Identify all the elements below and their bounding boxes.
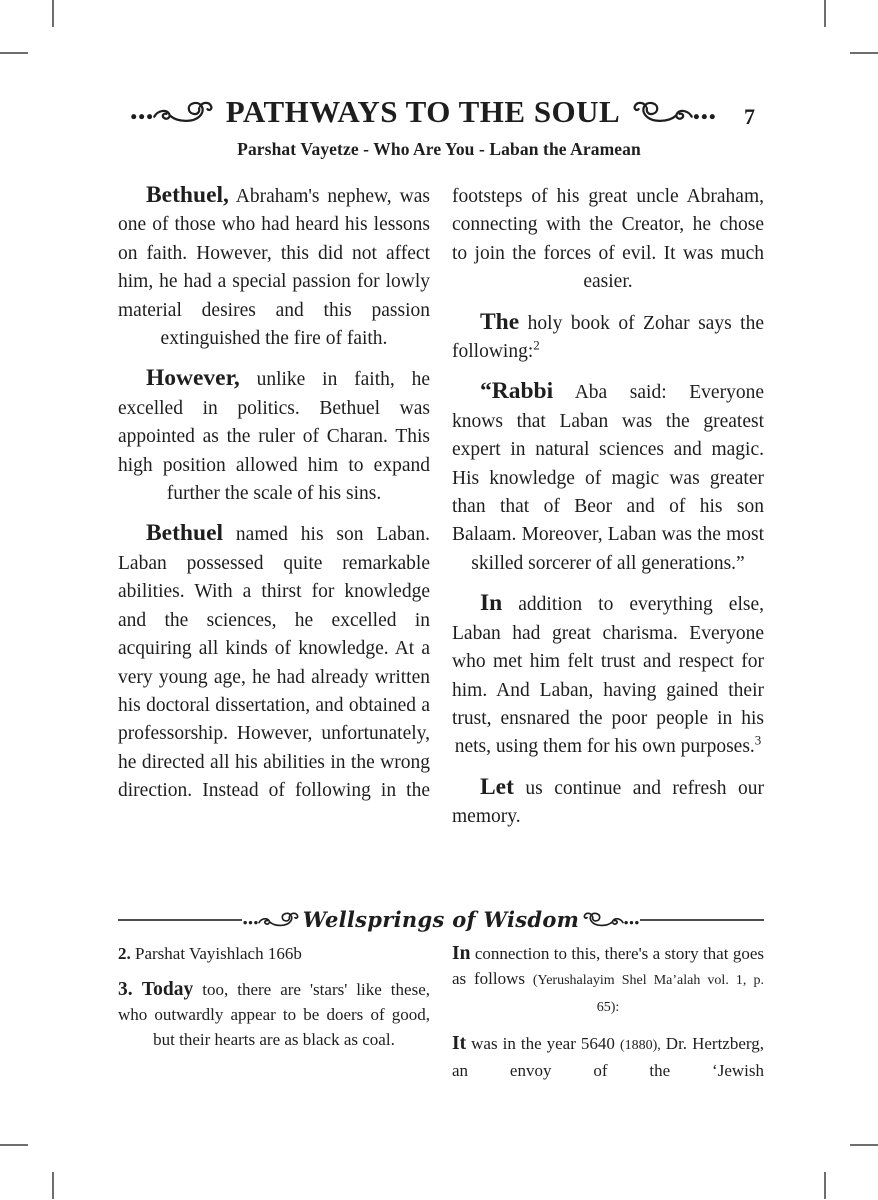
- footnote-column-right: [452, 941, 764, 1094]
- text-segment: unlike in faith, he excelled in politics. Bethuel was appointed as the ruler of Charan. This high position allowed him to expand further the scale of his sins.: [118, 369, 430, 505]
- text-segment: addition to everything else, Laban had great charisma. Everyone who met him felt trust and respect for him. And Laban, having gained their trust, ensnared the poor people in his nets, using them for his own purposes.: [452, 594, 764, 758]
- crop-mark-bottom-left-vertical: [52, 1172, 54, 1199]
- text-segment: Dr. Hertzberg, an envoy of the ‘Jewish: [452, 1034, 764, 1080]
- text-segment: (Yerushalayim Shel Ma’alah vol. 1, p. 65):: [532, 973, 764, 1015]
- text-segment: holy book of Zohar says the following:: [452, 312, 764, 363]
- body-columns: [118, 183, 764, 895]
- body-column-left: [118, 183, 430, 895]
- text-segment: Bethuel,: [146, 183, 229, 208]
- footnotes-section: [118, 941, 764, 1094]
- text-segment: It: [452, 1033, 467, 1054]
- text-segment: 3. Today: [118, 979, 194, 1000]
- body-column-right: [452, 183, 764, 895]
- header-flourish-left-icon: [128, 98, 216, 126]
- paragraph: [118, 521, 430, 805]
- footnote-reference: 3: [754, 732, 762, 748]
- paragraph: [452, 379, 764, 578]
- footnote-divider: [118, 907, 764, 932]
- page-title: PATHWAYS TO THE SOUL: [225, 94, 621, 129]
- page-number: 7: [744, 104, 755, 129]
- text-segment: “Rabbi: [480, 378, 554, 405]
- text-segment: In: [452, 943, 471, 964]
- text-segment: was in the year 5640: [466, 1034, 620, 1053]
- text-segment: However,: [146, 365, 240, 392]
- text-segment: footsteps of his great uncle Abraham, connecting with the Creator, he chose to join the forces of evil. It was much easier.: [452, 186, 764, 293]
- text-segment: connection to this, there's a story that goes as follows: [452, 944, 764, 988]
- crop-mark-bottom-left-horizontal: [0, 1144, 28, 1146]
- paragraph: [118, 977, 430, 1052]
- paragraph: [118, 183, 430, 353]
- text-segment: The: [480, 308, 520, 335]
- crop-mark-top-right-vertical: [824, 0, 826, 27]
- paragraph: [452, 310, 764, 367]
- text-segment: 2.: [118, 944, 131, 963]
- crop-mark-bottom-right-vertical: [824, 1172, 826, 1199]
- header-flourish-right-icon: [630, 98, 718, 126]
- divider-flourish-right-icon: [582, 910, 640, 929]
- page-header: [0, 94, 846, 130]
- paragraph: [452, 941, 764, 1020]
- paragraph: [118, 941, 430, 966]
- divider-rule-right: [640, 919, 764, 921]
- text-segment: In: [480, 590, 503, 617]
- footnote-reference: 2: [533, 337, 540, 353]
- paragraph: [118, 366, 430, 508]
- divider-flourish-left-icon: [242, 910, 300, 929]
- crop-mark-bottom-right-horizontal: [850, 1144, 878, 1146]
- text-segment: us continue and refresh our memory.: [452, 777, 764, 828]
- divider-rule-left: [118, 919, 242, 921]
- paragraph: [452, 591, 764, 761]
- text-segment: (1880),: [619, 1038, 661, 1053]
- paragraph: [452, 775, 764, 832]
- text-segment: Parshat Vayishlach 166b: [130, 944, 302, 963]
- paragraph: [452, 183, 764, 297]
- text-segment: Let: [480, 773, 514, 800]
- text-segment: Abraham's nephew, was one of those who had heard his lessons on faith. However, this did not affect him, he had a special passion for lowly material desires and this passion extinguished the fire of faith.: [118, 186, 430, 350]
- paragraph: [452, 1031, 764, 1083]
- text-segment: named his son Laban. Laban possessed quite remarkable abilities. With a thirst for knowledge and the sciences, he excelled in acquiring all kinds of knowledge. At a very young age, he had already written his doctoral dissertation, and obtained a professorship. However, unfortunately, he directed all his abilities in the wrong direction. Instead of following in the: [118, 524, 430, 802]
- text-segment: Bethuel: [146, 520, 224, 547]
- crop-mark-top-left-vertical: [52, 0, 54, 27]
- text-segment: too, there are 'stars' like these, who outwardly appear to be doers of good, but their hearts are as black as coal.: [118, 980, 430, 1049]
- page-content: [118, 183, 764, 1094]
- crop-mark-top-right-horizontal: [850, 52, 878, 54]
- crop-mark-top-left-horizontal: [0, 52, 28, 54]
- footnote-column-left: [118, 941, 430, 1094]
- text-segment: Aba said: Everyone knows that Laban was the greatest expert in natural sciences and magic. His knowledge of magic was greater than that of Beor and of his son Balaam. Moreover, Laban was the most skilled sorcerer of all generations.”: [452, 382, 764, 574]
- divider-label: Wellsprings of Wisdom: [302, 907, 580, 932]
- page-subtitle: Parshat Vayetze - Who Are You - Laban the Aramean: [237, 139, 641, 159]
